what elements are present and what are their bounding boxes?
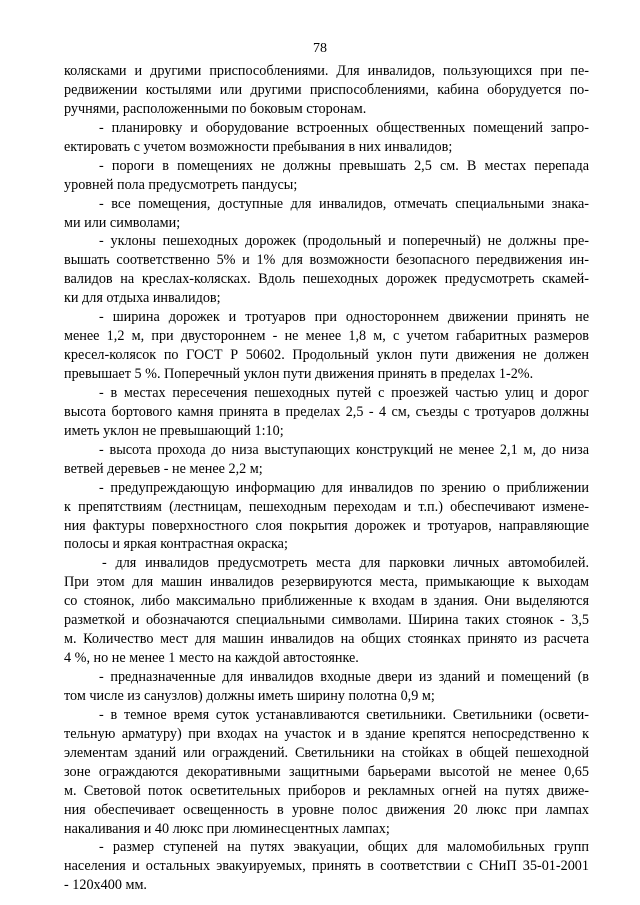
text-line: элементам зданий или ограждений. Светильники на стойках в общей пешеходной	[64, 744, 589, 761]
text-line: со стоянок, либо максимально приближенные к входам в здания. Они выделяются	[64, 593, 589, 610]
text-line: иметь уклон не превышающий 1:10;	[64, 422, 284, 439]
text-line: тельную арматуру) при входах на участок и в здание крепятся непосредственно к	[64, 725, 589, 742]
text-line: ветвей деревьев - не менее 2,2 м;	[64, 460, 263, 477]
text-line: - предупреждающую информацию для инвалидов по зрению о приближении	[99, 479, 589, 496]
paragraph	[64, 195, 589, 233]
text-line: 4 %, но не менее 1 место на каждой автостоянке.	[64, 650, 359, 667]
text-line: - ширина дорожек и тротуаров при одностороннем движении принять не	[99, 309, 589, 326]
text-line: - уклоны пешеходных дорожек (продольный и поперечный) не должны пре-	[99, 233, 589, 250]
paragraph	[64, 838, 589, 895]
text-line: высота бортового камня принята в пределах 2,5 - 4 см, съезды с тротуаров должны	[64, 403, 589, 420]
text-line: редвижении костылями или другими приспособлениями, кабина оборудуется по-	[64, 81, 589, 98]
text-line: населения и остальных эвакуируемых, принять в соответствии с СНиП 35-01-2001	[64, 858, 589, 875]
paragraph	[64, 119, 589, 157]
text-line: накаливания и 40 люкс при люминесцентных лампах;	[64, 820, 390, 837]
paragraph	[64, 479, 589, 555]
text-line: вышать соответственно 5% и 1% для возможности безопасного передвижения ин-	[64, 252, 589, 269]
text-line: м. Количество мест для машин инвалидов на общих стоянках принято из расчета	[64, 631, 589, 648]
document-body	[64, 62, 589, 895]
text-line: ектировать с учетом возможности пребывания в них инвалидов;	[64, 138, 453, 155]
text-line: - все помещения, доступные для инвалидов, отмечать специальными знака-	[99, 195, 589, 212]
text-line: ручнями, расположенными по боковым сторонам.	[64, 100, 367, 117]
text-line: При этом для машин инвалидов резервируются места, примыкающие к выходам	[64, 574, 589, 591]
paragraph	[64, 232, 589, 308]
paragraph	[64, 62, 589, 119]
paragraph	[64, 554, 589, 668]
text-line: валидов на креслах-колясках. Вдоль пешеходных дорожек предусмотреть скамей-	[64, 271, 589, 288]
paragraph	[64, 157, 589, 195]
text-line: превышает 5 %. Поперечный уклон пути движения принять в пределах 1-2%.	[64, 366, 534, 382]
text-line: ния фактуры поверхностного слоя покрытия дорожек и тротуаров, направляющие	[64, 517, 589, 534]
paragraph	[64, 308, 589, 384]
text-line: том числе из санузлов) должны иметь ширину полотна 0,9 м;	[64, 687, 435, 704]
text-line: - пороги в помещениях не должны превышать 2,5 см. В местах перепада	[99, 157, 589, 174]
text-line: - в местах пересечения пешеходных путей с проезжей частью улиц и дорог	[99, 384, 589, 401]
text-line: ми или символами;	[64, 214, 181, 231]
text-line: ния обеспечивает освещенность в уровне полос движения 20 люкс при лампах	[64, 801, 589, 818]
text-line: - в темное время суток устанавливаются светильники. Светильники (освети-	[99, 706, 589, 723]
paragraph	[64, 384, 589, 441]
paragraph	[64, 668, 589, 706]
text-line: - высота прохода до низа выступающих конструкций не менее 2,1 м, до низа	[99, 441, 589, 458]
text-line: - 120х400 мм.	[64, 877, 147, 894]
text-line: - для инвалидов предусмотреть места для парковки личных автомобилей.	[102, 555, 589, 572]
text-line: колясками и другими приспособлениями. Для инвалидов, пользующихся при пе-	[64, 63, 589, 79]
text-line: кресел-колясок по ГОСТ Р 50602. Продольный уклон пути движения не должен	[64, 347, 589, 364]
text-line: - размер ступеней на путях эвакуации, общих для маломобильных групп	[99, 839, 589, 856]
text-line: - предназначенные для инвалидов входные двери из зданий и помещений (в	[99, 669, 589, 685]
paragraph	[64, 706, 589, 839]
text-line: ки для отдыха инвалидов;	[64, 290, 221, 307]
paragraph	[64, 441, 589, 479]
text-line: разметкой и обозначаются специальными символами. Ширина таких стоянок - 3,5	[64, 612, 589, 629]
text-line: уровней пола предусмотреть пандусы;	[64, 176, 298, 193]
text-line: м. Световой поток осветительных приборов и рекламных огней на путях движе-	[64, 782, 589, 799]
text-line: - планировку и оборудование встроенных общественных помещений запро-	[99, 119, 589, 136]
text-line: к препятствиям (лестницам, пешеходным переходам и т.п.) обеспечивают измене-	[64, 498, 589, 515]
text-line: полосы и яркая контрастная окраска;	[64, 536, 288, 553]
page-number: 78	[313, 41, 327, 56]
text-line: зоне ограждаются декоративными защитными барьерами высотой не менее 0,65	[64, 763, 589, 780]
text-line: менее 1,2 м, при двустороннем - не менее 1,8 м, с учетом габаритных размеров	[64, 328, 589, 345]
